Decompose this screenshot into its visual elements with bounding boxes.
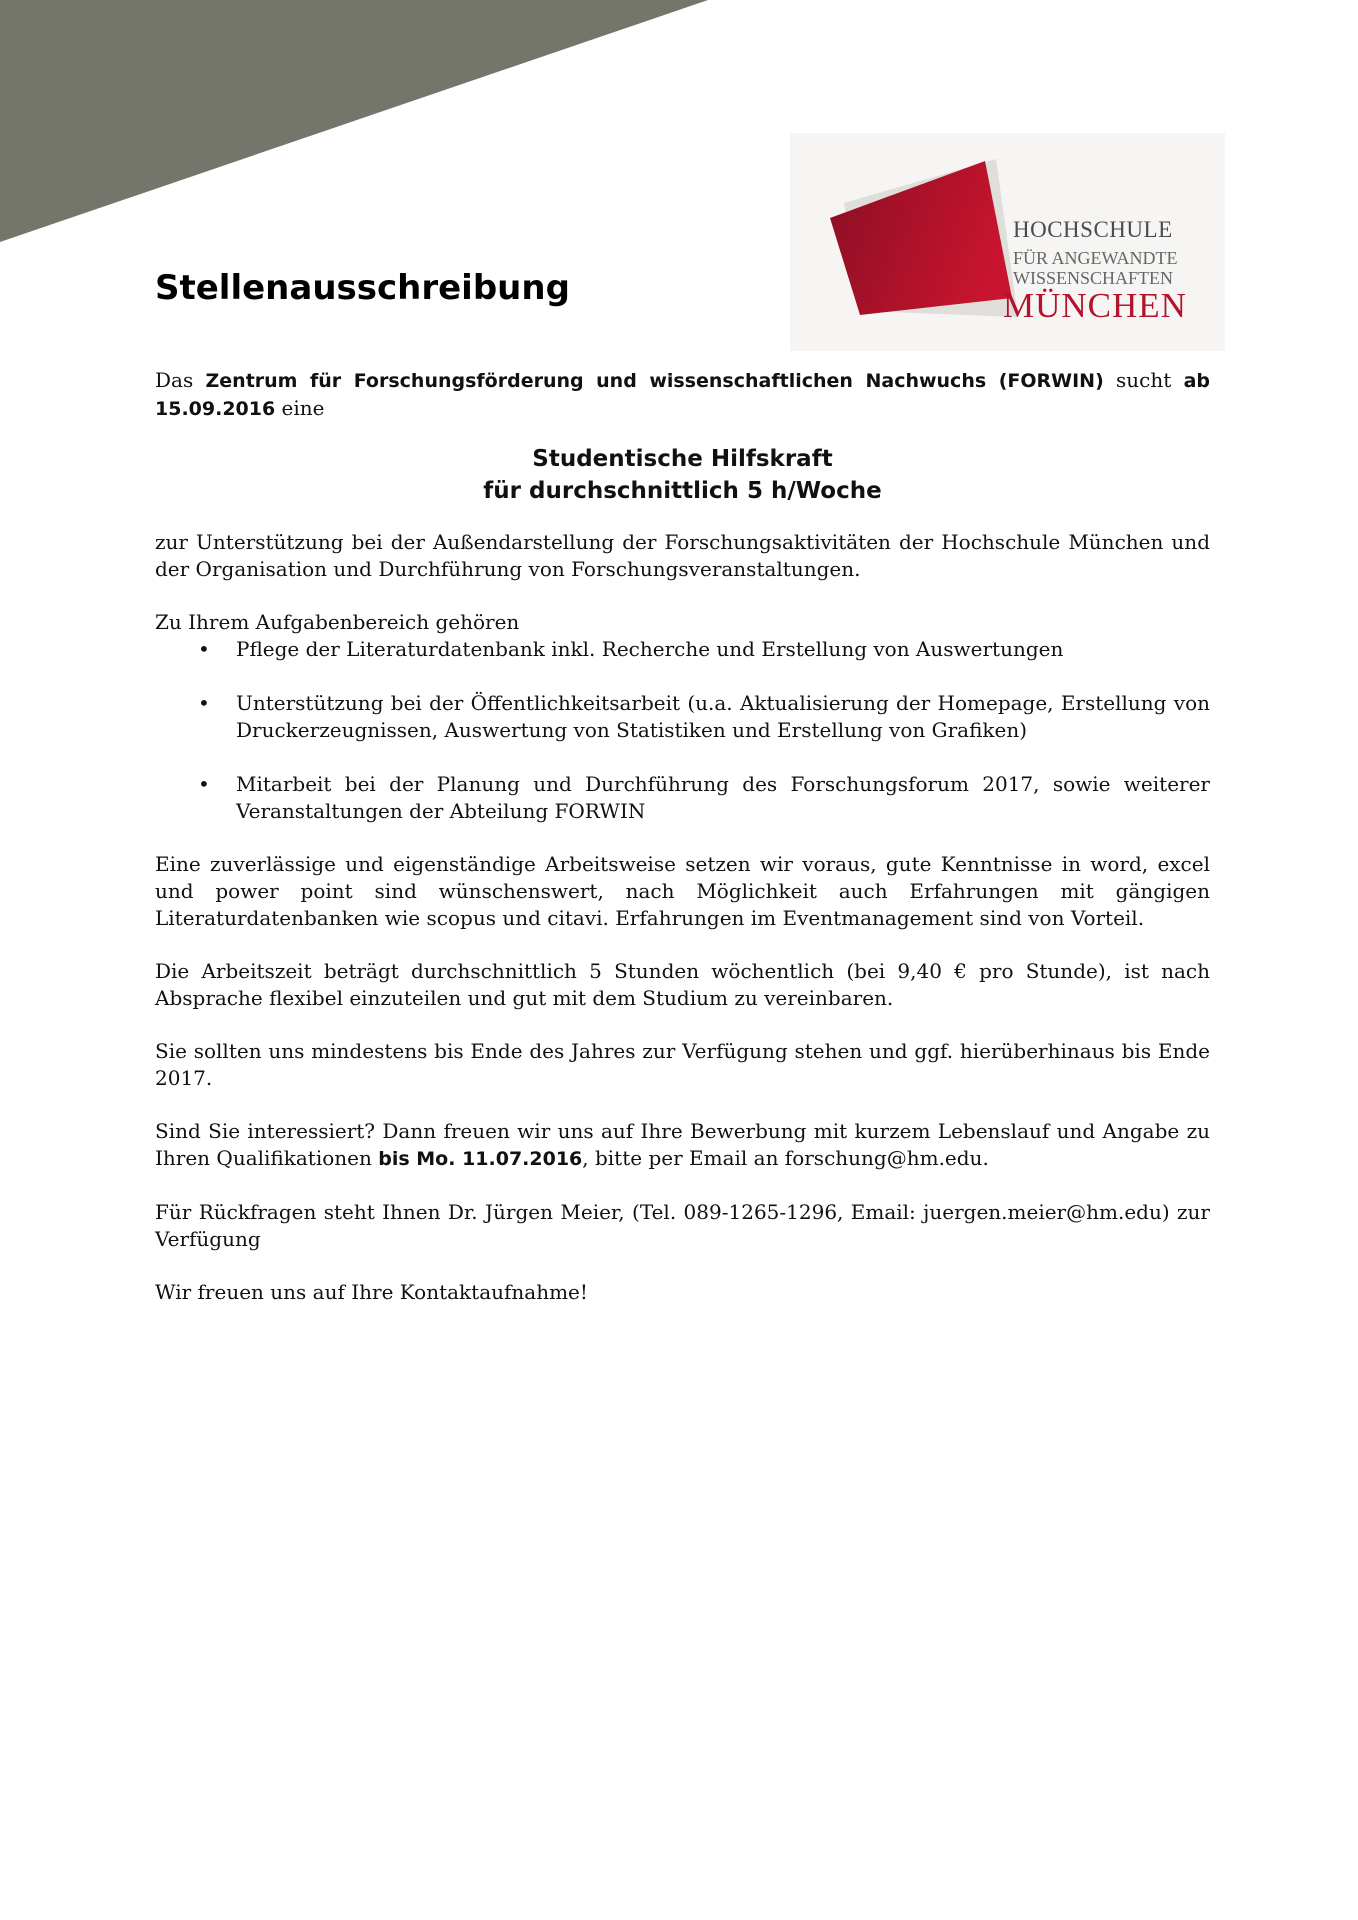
purpose-paragraph: zur Unterstützung bei der Außendarstellung der Forschungsaktivitäten der Hochschule München und der Organisation und Durchführung von Forschungsveranstaltungen.: [155, 530, 1210, 581]
intro-paragraph: [155, 367, 1210, 423]
logo-line-4: MÜNCHEN: [1003, 286, 1187, 325]
intro-organization: Zentrum für Forschungsförderung und wissenschaftlichen Nachwuchs (FORWIN): [205, 370, 1104, 392]
task-text: Unterstützung bei der Öffentlichkeitsarbeit (u.a. Aktualisierung der Homepage, Erstellung von Druckerzeugnissen, Auswertung von Statistiken und Erstellung von Grafiken): [236, 691, 1210, 742]
availability-paragraph: Sie sollten uns mindestens bis Ende des Jahres zur Verfügung stehen und ggf. hierüberhinaus bis Ende 2017.: [155, 1039, 1210, 1090]
position-hours: für durchschnittlich 5 h/Woche: [483, 478, 882, 504]
application-pre: Sind Sie interessiert? Dann freuen wir uns auf Ihre Bewerbung mit kurzem Lebenslauf und Angabe zu Ihren Qualifikationen: [155, 1119, 1210, 1170]
list-item: [198, 636, 1210, 663]
bullet-icon: •: [198, 637, 210, 661]
application-paragraph: [155, 1118, 1210, 1173]
position-heading: [155, 443, 1210, 507]
intro-mid: sucht: [1103, 368, 1184, 392]
bullet-icon: •: [198, 772, 210, 796]
task-text: Mitarbeit bei der Planung und Durchführung des Forschungsforum 2017, sowie weiterer Veranstaltungen der Abteilung FORWIN: [236, 772, 1210, 823]
working-time-paragraph: Die Arbeitszeit beträgt durchschnittlich 5 Stunden wöchentlich (bei 9,40 € pro Stunde), ist nach Absprache flexibel einzuteilen und gut mit dem Studium zu vereinbaren.: [155, 959, 1210, 1010]
application-post: , bitte per Email an forschung@hm.edu.: [582, 1146, 989, 1170]
list-item: [198, 771, 1210, 825]
application-deadline: bis Mo. 11.07.2016: [378, 1148, 583, 1170]
contact-paragraph: Für Rückfragen steht Ihnen Dr. Jürgen Meier, (Tel. 089-1265-1296, Email: juergen.meier@hm.edu) zur Verfügung: [155, 1200, 1210, 1251]
intro-start-date: ab 15.09.2016: [155, 370, 1210, 420]
document-body: [155, 367, 1210, 1332]
intro-pre: Das: [155, 368, 206, 392]
closing-line: Wir freuen uns auf Ihre Kontaktaufnahme!: [155, 1280, 588, 1304]
page-title: Stellenausschreibung: [155, 268, 570, 308]
task-list: [155, 636, 1210, 825]
university-logo: [790, 133, 1225, 351]
logo-line-1: HOCHSCHULE: [1013, 217, 1173, 242]
position-title: Studentische Hilfskraft: [532, 446, 833, 472]
task-text: Pflege der Literaturdatenbank inkl. Recherche und Erstellung von Auswertungen: [236, 637, 1064, 661]
logo-line-3: WISSENSCHAFTEN: [1013, 268, 1174, 288]
logo-line-2: FÜR ANGEWANDTE: [1013, 248, 1178, 268]
bullet-icon: •: [198, 691, 210, 715]
requirements-paragraph: Eine zuverlässige und eigenständige Arbeitsweise setzen wir voraus, gute Kenntnisse in word, excel und power point sind wünschenswert, nach Möglichkeit auch Erfahrungen mit gängigen Literaturdatenbanken wie scopus und citavi. Erfahrungen im Eventmanagement sind von Vorteil.: [155, 852, 1210, 930]
list-item: [198, 690, 1210, 744]
tasks-intro: Zu Ihrem Aufgabenbereich gehören: [155, 610, 520, 634]
intro-post: eine: [275, 396, 325, 420]
